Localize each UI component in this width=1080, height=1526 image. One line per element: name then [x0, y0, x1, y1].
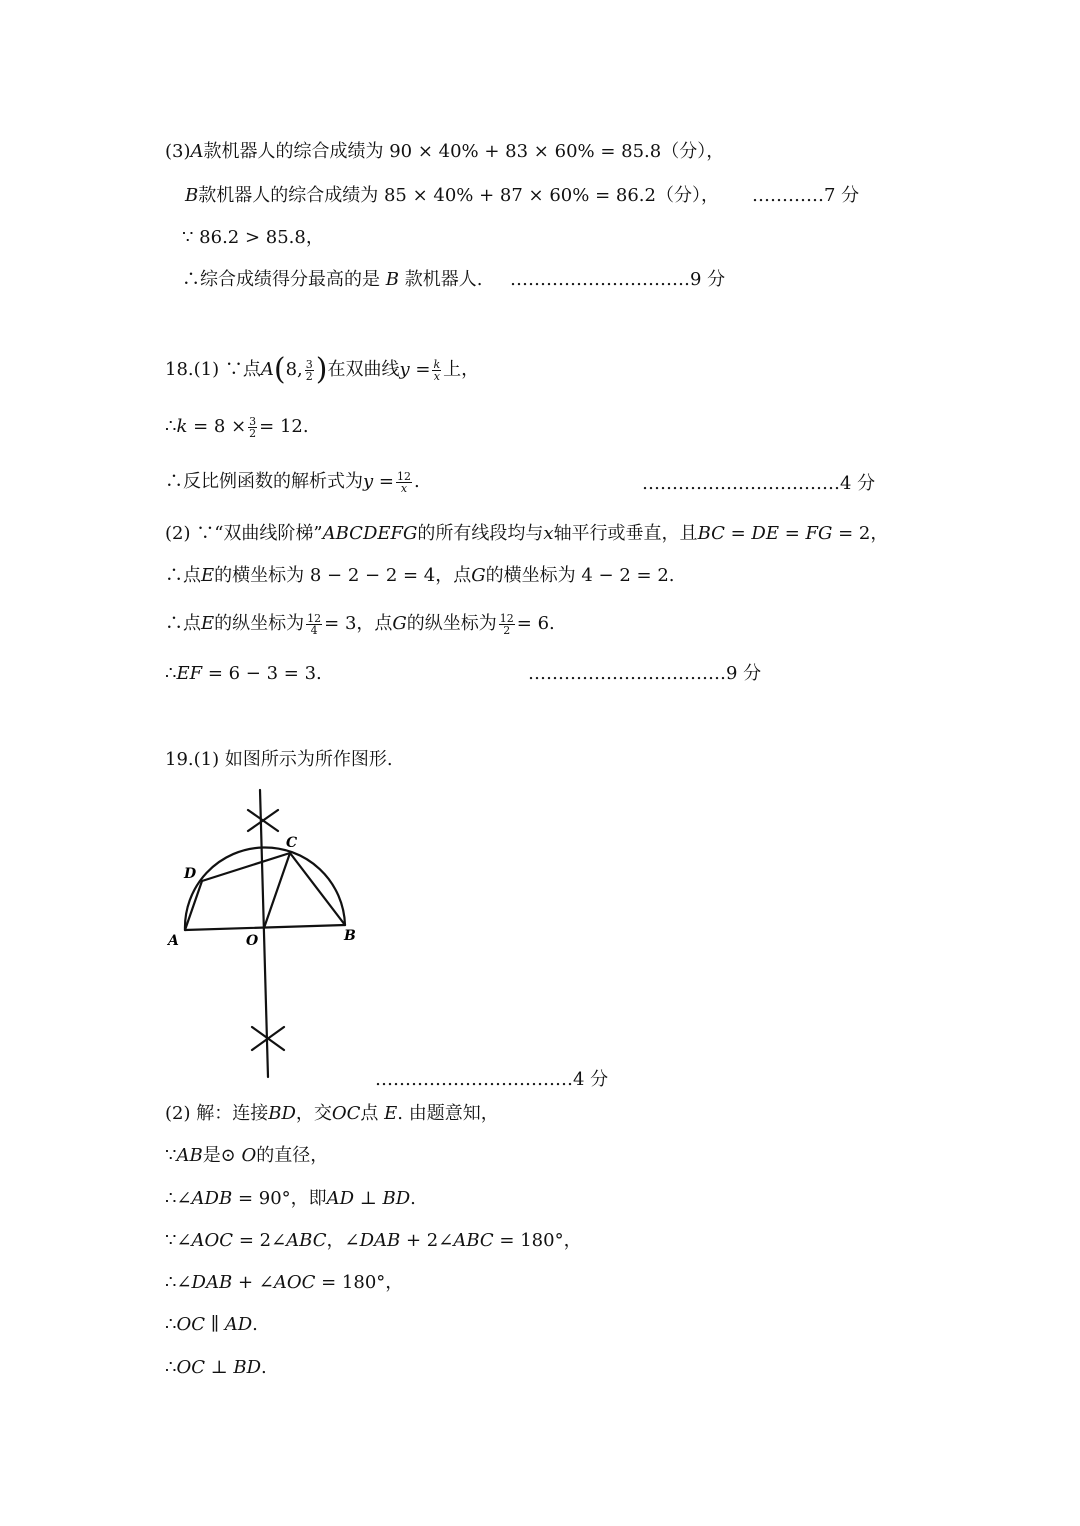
q18-l2-num: 3	[249, 414, 257, 428]
q19-line-2	[165, 1102, 499, 1126]
q19-l7-rel: OC ∥ AD	[176, 1314, 253, 1335]
q19-l6-pre: ∴∠	[165, 1272, 192, 1293]
q19-l4-pre: ∴∠	[165, 1188, 192, 1209]
q18-l5-tail: 的横坐标为 4 − 2 = 2.	[485, 565, 675, 586]
q18-l7-tail: = 6 − 3 = 3.	[207, 663, 322, 684]
q19-l2-OC: OC	[331, 1103, 361, 1124]
q19-l5-ABC2: ABC	[453, 1230, 494, 1251]
q18-l1-lparen: (	[273, 352, 286, 387]
q19-l2-E: E	[384, 1103, 398, 1124]
q18-l1-mid: 在双曲线	[327, 359, 400, 380]
q19-l8-pre: ∴	[165, 1357, 177, 1378]
q18-l7-EF: EF	[176, 663, 203, 684]
q18-l6-den: 4	[310, 623, 318, 637]
q19-l8-rel: OC ⊥ BD	[176, 1357, 262, 1378]
q18-l2-k: k	[176, 416, 188, 437]
q18-l4-name: ABCDEFG	[322, 523, 418, 544]
q18-line-5	[165, 564, 675, 588]
fig-chord-cb	[290, 853, 345, 925]
q18-l6-frac-1	[306, 613, 322, 636]
q19-score-4: ……………………………4 分	[375, 1069, 609, 1090]
q18-line-3	[165, 470, 420, 494]
q18-line-2	[165, 415, 309, 439]
q19-l4-ADB: ADB	[191, 1188, 233, 1209]
fig-chord-dc	[202, 853, 290, 881]
fig-label-o: O	[246, 933, 259, 949]
q19-l5-tail: = 180°，	[499, 1230, 582, 1251]
q19-l2-mid: ，交	[295, 1103, 332, 1124]
q18-l6-den2: 2	[503, 623, 511, 637]
q19-l3-AB: AB	[176, 1145, 203, 1166]
q18-l3-frac	[396, 471, 412, 494]
q19-l6-tail: = 180°，	[321, 1272, 404, 1293]
q18-l1-frac-num: 3	[305, 357, 313, 371]
sec3-score-9: …………………………9 分	[510, 269, 726, 290]
q19-line-8	[165, 1356, 267, 1380]
q19-l5-pre: ∵∠	[165, 1230, 192, 1251]
q18-l4-eq: BC = DE = FG	[697, 523, 833, 544]
q18-l1-y: y =	[399, 359, 431, 380]
q18-l4-mid2: 轴平行或垂直，且	[553, 523, 698, 544]
q18-l1-pre: 18.(1) ∵点	[165, 359, 261, 380]
q18-l7-pre: ∴	[165, 663, 177, 684]
q18-l5-mid: 的横坐标为 8 − 2 − 2 = 4，点	[214, 565, 472, 586]
q19-l4-rel: AD ⊥ BD	[326, 1188, 411, 1209]
q18-l5-pre: ∴点	[165, 565, 201, 586]
q18-l5-G: G	[471, 565, 486, 586]
fig-label-a: A	[168, 933, 179, 949]
q19-l5-AOC: AOC	[191, 1230, 234, 1251]
q19-l2-pre: (2) 解：连接	[165, 1103, 269, 1124]
q18-l6-mid2: = 3，点	[324, 613, 393, 634]
sec3-l1-text: 款机器人的综合成绩为 90 × 40% + 83 × 60% = 85.8（分），	[203, 141, 725, 162]
q18-l6-tail: = 6.	[516, 613, 555, 634]
q19-l2-mid2: 点	[360, 1103, 379, 1124]
q18-l3-y: y =	[363, 471, 394, 492]
q19-line-5	[165, 1229, 582, 1253]
q19-l2-tail: . 由题意知，	[397, 1103, 499, 1124]
q18-l4-mid: 的所有线段均与	[417, 523, 544, 544]
q18-l4-tail: = 2，	[838, 523, 889, 544]
geometry-figure	[160, 785, 400, 1085]
q18-line-6	[165, 612, 555, 636]
q18-l6-G: G	[392, 613, 407, 634]
q18-l1-frac	[305, 359, 314, 382]
q19-l5-DAB: DAB	[359, 1230, 401, 1251]
q18-l1-A: A	[260, 359, 274, 380]
q18-l2-pre: ∴	[165, 416, 177, 437]
q19-l5-ABC: ABC	[286, 1230, 327, 1251]
sec3-l2-text: 款机器人的综合成绩为 85 × 40% + 87 × 60% = 86.2（分），	[198, 185, 719, 206]
q18-l6-num: 12	[307, 611, 322, 625]
q19-line-3	[165, 1144, 328, 1168]
q19-l5-mid2: ，∠	[326, 1230, 360, 1251]
sec3-l4-tail: 款机器人.	[404, 269, 483, 290]
q19-l3-mid: 是⊙	[202, 1145, 236, 1166]
q18-line-7	[165, 662, 322, 686]
q18-l6-frac-2	[499, 613, 515, 636]
q18-l6-mid: 的纵坐标为	[214, 613, 305, 634]
q18-l2-frac	[248, 416, 257, 439]
fig-segment-oc	[264, 853, 290, 928]
q18-l2-tail: = 12.	[259, 416, 309, 437]
q18-l2-eq: = 8 ×	[193, 416, 247, 437]
q18-l1-x: x	[433, 369, 440, 383]
sec3-line-1	[165, 140, 724, 164]
sec3-line-3: ∵ 86.2 > 85.8，	[182, 227, 324, 248]
q18-l1-rparen: )	[315, 352, 328, 387]
q18-l1-k: k	[433, 357, 441, 371]
sec3-l2-b: B	[185, 185, 199, 206]
q18-l3-tail: .	[413, 471, 420, 492]
q19-line-6	[165, 1271, 403, 1295]
q18-l4-x: x	[543, 523, 554, 544]
q19-l6-mid: + ∠	[237, 1272, 274, 1293]
q18-score-4: ……………………………4 分	[642, 473, 876, 494]
sec3-l4-b: B	[385, 269, 399, 290]
q19-l6-AOC: AOC	[273, 1272, 316, 1293]
q19-l3-pre: ∵	[165, 1145, 177, 1166]
sec3-l1-pre: (3)	[165, 141, 191, 162]
q18-l2-den: 2	[249, 426, 257, 440]
q18-l1-tail: 上，	[443, 359, 480, 380]
q18-l3-pre: ∴反比例函数的解析式为	[165, 471, 363, 492]
q19-l7-pre: ∴	[165, 1314, 177, 1335]
q19-l5-mid3: + 2∠	[406, 1230, 454, 1251]
fig-label-d: D	[184, 866, 197, 882]
q18-l6-E: E	[201, 613, 215, 634]
q18-score-9: ……………………………9 分	[528, 663, 762, 684]
q18-l3-den: x	[400, 481, 408, 495]
fig-label-b: B	[344, 928, 356, 944]
q19-l7-tail: .	[252, 1314, 258, 1335]
q18-line-1	[165, 352, 480, 387]
q18-l3-num: 12	[396, 469, 411, 483]
q19-l4-mid: = 90°，即	[237, 1188, 327, 1209]
q19-l4-tail: .	[410, 1188, 416, 1209]
q19-l6-DAB: DAB	[191, 1272, 233, 1293]
q19-l5-mid: = 2∠	[238, 1230, 287, 1251]
q18-l4-pre: (2) ∵“双曲线阶梯”	[165, 523, 323, 544]
q18-l6-mid3: 的纵坐标为	[406, 613, 497, 634]
q18-l1-frac-den: 2	[305, 369, 313, 383]
q19-l2-BD: BD	[268, 1103, 296, 1124]
sec3-l1-a: A	[190, 141, 204, 162]
q18-l1-kx	[432, 359, 441, 382]
q18-l1-pt: 8,	[285, 359, 303, 380]
sec3-line-2	[185, 184, 719, 208]
q19-l8-tail: .	[261, 1357, 267, 1378]
q19-line-7	[165, 1313, 258, 1337]
fig-label-c: C	[286, 835, 298, 851]
q18-l6-num2: 12	[499, 611, 514, 625]
sec3-score-7: …………7 分	[752, 185, 860, 206]
q18-l6-pre: ∴点	[165, 613, 201, 634]
q19-l3-O: O	[241, 1145, 257, 1166]
q19-line-4	[165, 1187, 416, 1211]
sec3-l4-text: ∴综合成绩得分最高的是	[182, 269, 380, 290]
q18-line-4	[165, 522, 888, 546]
q18-l5-E: E	[201, 565, 215, 586]
sec3-line-4	[182, 268, 482, 292]
q19-l3-tail: 的直径，	[256, 1145, 329, 1166]
q19-line-1: 19.(1) 如图所示为所作图形.	[165, 749, 393, 770]
